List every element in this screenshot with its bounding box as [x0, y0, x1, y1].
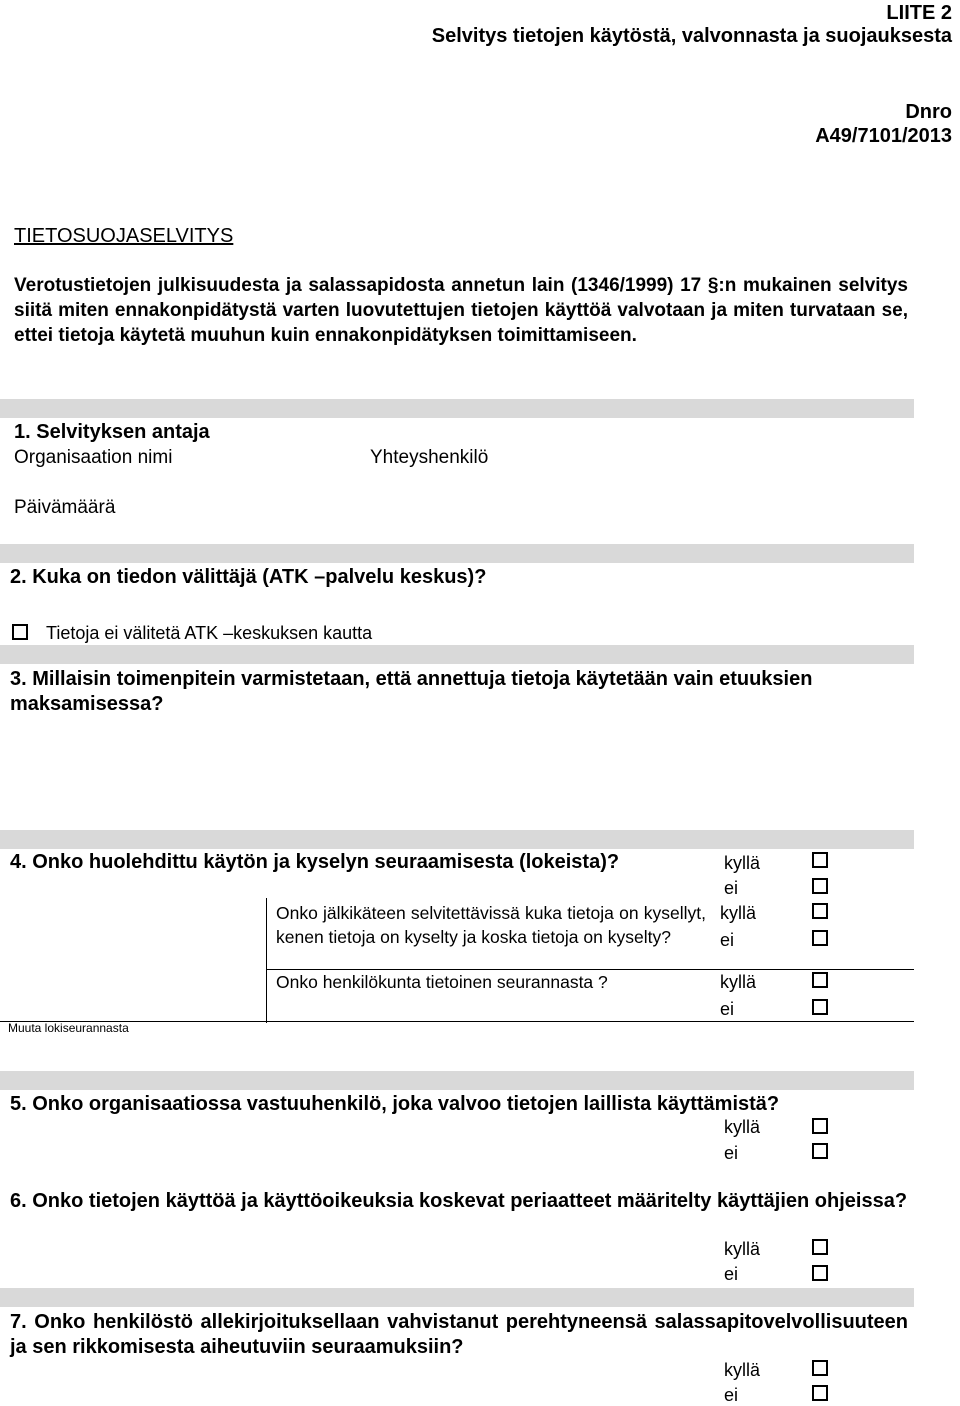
- section-divider: [0, 544, 914, 563]
- other-logs-label: Muuta lokiseurannasta: [8, 1021, 129, 1035]
- no-label: ei: [724, 1385, 739, 1405]
- q7-yes-checkbox[interactable]: [812, 1360, 828, 1376]
- q5-yes-checkbox[interactable]: [812, 1118, 828, 1134]
- awareness-yes-checkbox[interactable]: [812, 972, 828, 988]
- query-traceability-question: Onko jälkikäteen selvitettävissä kuka tietoja on kysellyt, kenen tietoja on kyselty ja koska tietoja on kyselty?: [276, 903, 706, 947]
- section6-heading: 6. Onko tietojen käyttöä ja käyttöoikeuksia koskevat periaatteet määritelty käyttäjien ohjeissa?: [10, 1190, 908, 1212]
- q5-no-checkbox[interactable]: [812, 1143, 828, 1159]
- page-title: TIETOSUOJASELVITYS: [14, 225, 234, 247]
- section7-heading: 7. Onko henkilöstö allekirjoituksellaan vahvistanut perehtyneensä salassapitovelvollisuuteen ja sen rikkomisesta aiheutuviin seuraamuksiin?: [10, 1311, 908, 1358]
- section-divider: [0, 399, 914, 418]
- section-divider: [0, 1288, 914, 1307]
- traceability-no-checkbox[interactable]: [812, 930, 828, 946]
- staff-awareness-question: Onko henkilökunta tietoinen seurannasta ?: [276, 972, 608, 992]
- intro-paragraph: Verotustietojen julkisuudesta ja salassapidosta annetun lain (1346/1999) 17 §:n mukainen selvitys siitä miten ennakonpidätystä varten luovutettujen tietojen käyttöä valvotaan ja miten turvataan se, ettei tietoja käytetä muuhun kuin ennakonpidätyksen toimittamiseen.: [14, 275, 908, 346]
- q4-yes-checkbox[interactable]: [812, 852, 828, 868]
- no-atk-center-checkbox[interactable]: [12, 624, 28, 640]
- contact-person-label: Yhteyshenkilö: [370, 447, 489, 468]
- no-label: ei: [724, 878, 739, 898]
- no-label: ei: [720, 930, 735, 950]
- org-name-label: Organisaation nimi: [14, 447, 173, 468]
- dnro-value: A49/7101/2013: [815, 125, 952, 147]
- yes-label: kyllä: [724, 853, 761, 873]
- yes-label: kyllä: [724, 1360, 761, 1380]
- section4-heading: 4. Onko huolehdittu käytön ja kyselyn seuraamisesta (lokeista)?: [10, 851, 620, 873]
- table-divider: [266, 969, 914, 970]
- section1-heading: 1. Selvityksen antaja: [14, 421, 210, 443]
- section-divider: [0, 830, 914, 849]
- q6-yes-checkbox[interactable]: [812, 1239, 828, 1255]
- document-subtitle: Selvitys tietojen käytöstä, valvonnasta ja suojauksesta: [431, 25, 952, 47]
- q6-no-checkbox[interactable]: [812, 1265, 828, 1281]
- awareness-no-checkbox[interactable]: [812, 999, 828, 1015]
- section2-heading: 2. Kuka on tiedon välittäjä (ATK –palvelu keskus)?: [10, 566, 487, 588]
- section-divider: [0, 1071, 914, 1090]
- yes-label: kyllä: [720, 972, 757, 992]
- yes-label: kyllä: [724, 1117, 761, 1137]
- section3-heading: 3. Millaisin toimenpitein varmistetaan, että annettuja tietoja käytetään vain etuuksien maksamisessa?: [10, 668, 813, 715]
- no-label: ei: [724, 1264, 739, 1284]
- no-label: ei: [720, 999, 735, 1019]
- no-atk-center-label: Tietoja ei välitetä ATK –keskuksen kautta: [46, 623, 373, 643]
- no-label: ei: [724, 1143, 739, 1163]
- section5-heading: 5. Onko organisaatiossa vastuuhenkilö, joka valvoo tietojen laillista käyttämistä?: [10, 1093, 780, 1115]
- yes-label: kyllä: [720, 903, 757, 923]
- dnro-label: Dnro: [905, 101, 952, 123]
- attachment-label: LIITE 2: [886, 2, 952, 24]
- q4-no-checkbox[interactable]: [812, 878, 828, 894]
- date-label: Päivämäärä: [14, 497, 116, 518]
- section-divider: [0, 645, 914, 664]
- yes-label: kyllä: [724, 1239, 761, 1259]
- traceability-yes-checkbox[interactable]: [812, 903, 828, 919]
- table-bottom-border: [0, 1021, 914, 1022]
- q7-no-checkbox[interactable]: [812, 1385, 828, 1401]
- table-divider: [266, 898, 267, 1023]
